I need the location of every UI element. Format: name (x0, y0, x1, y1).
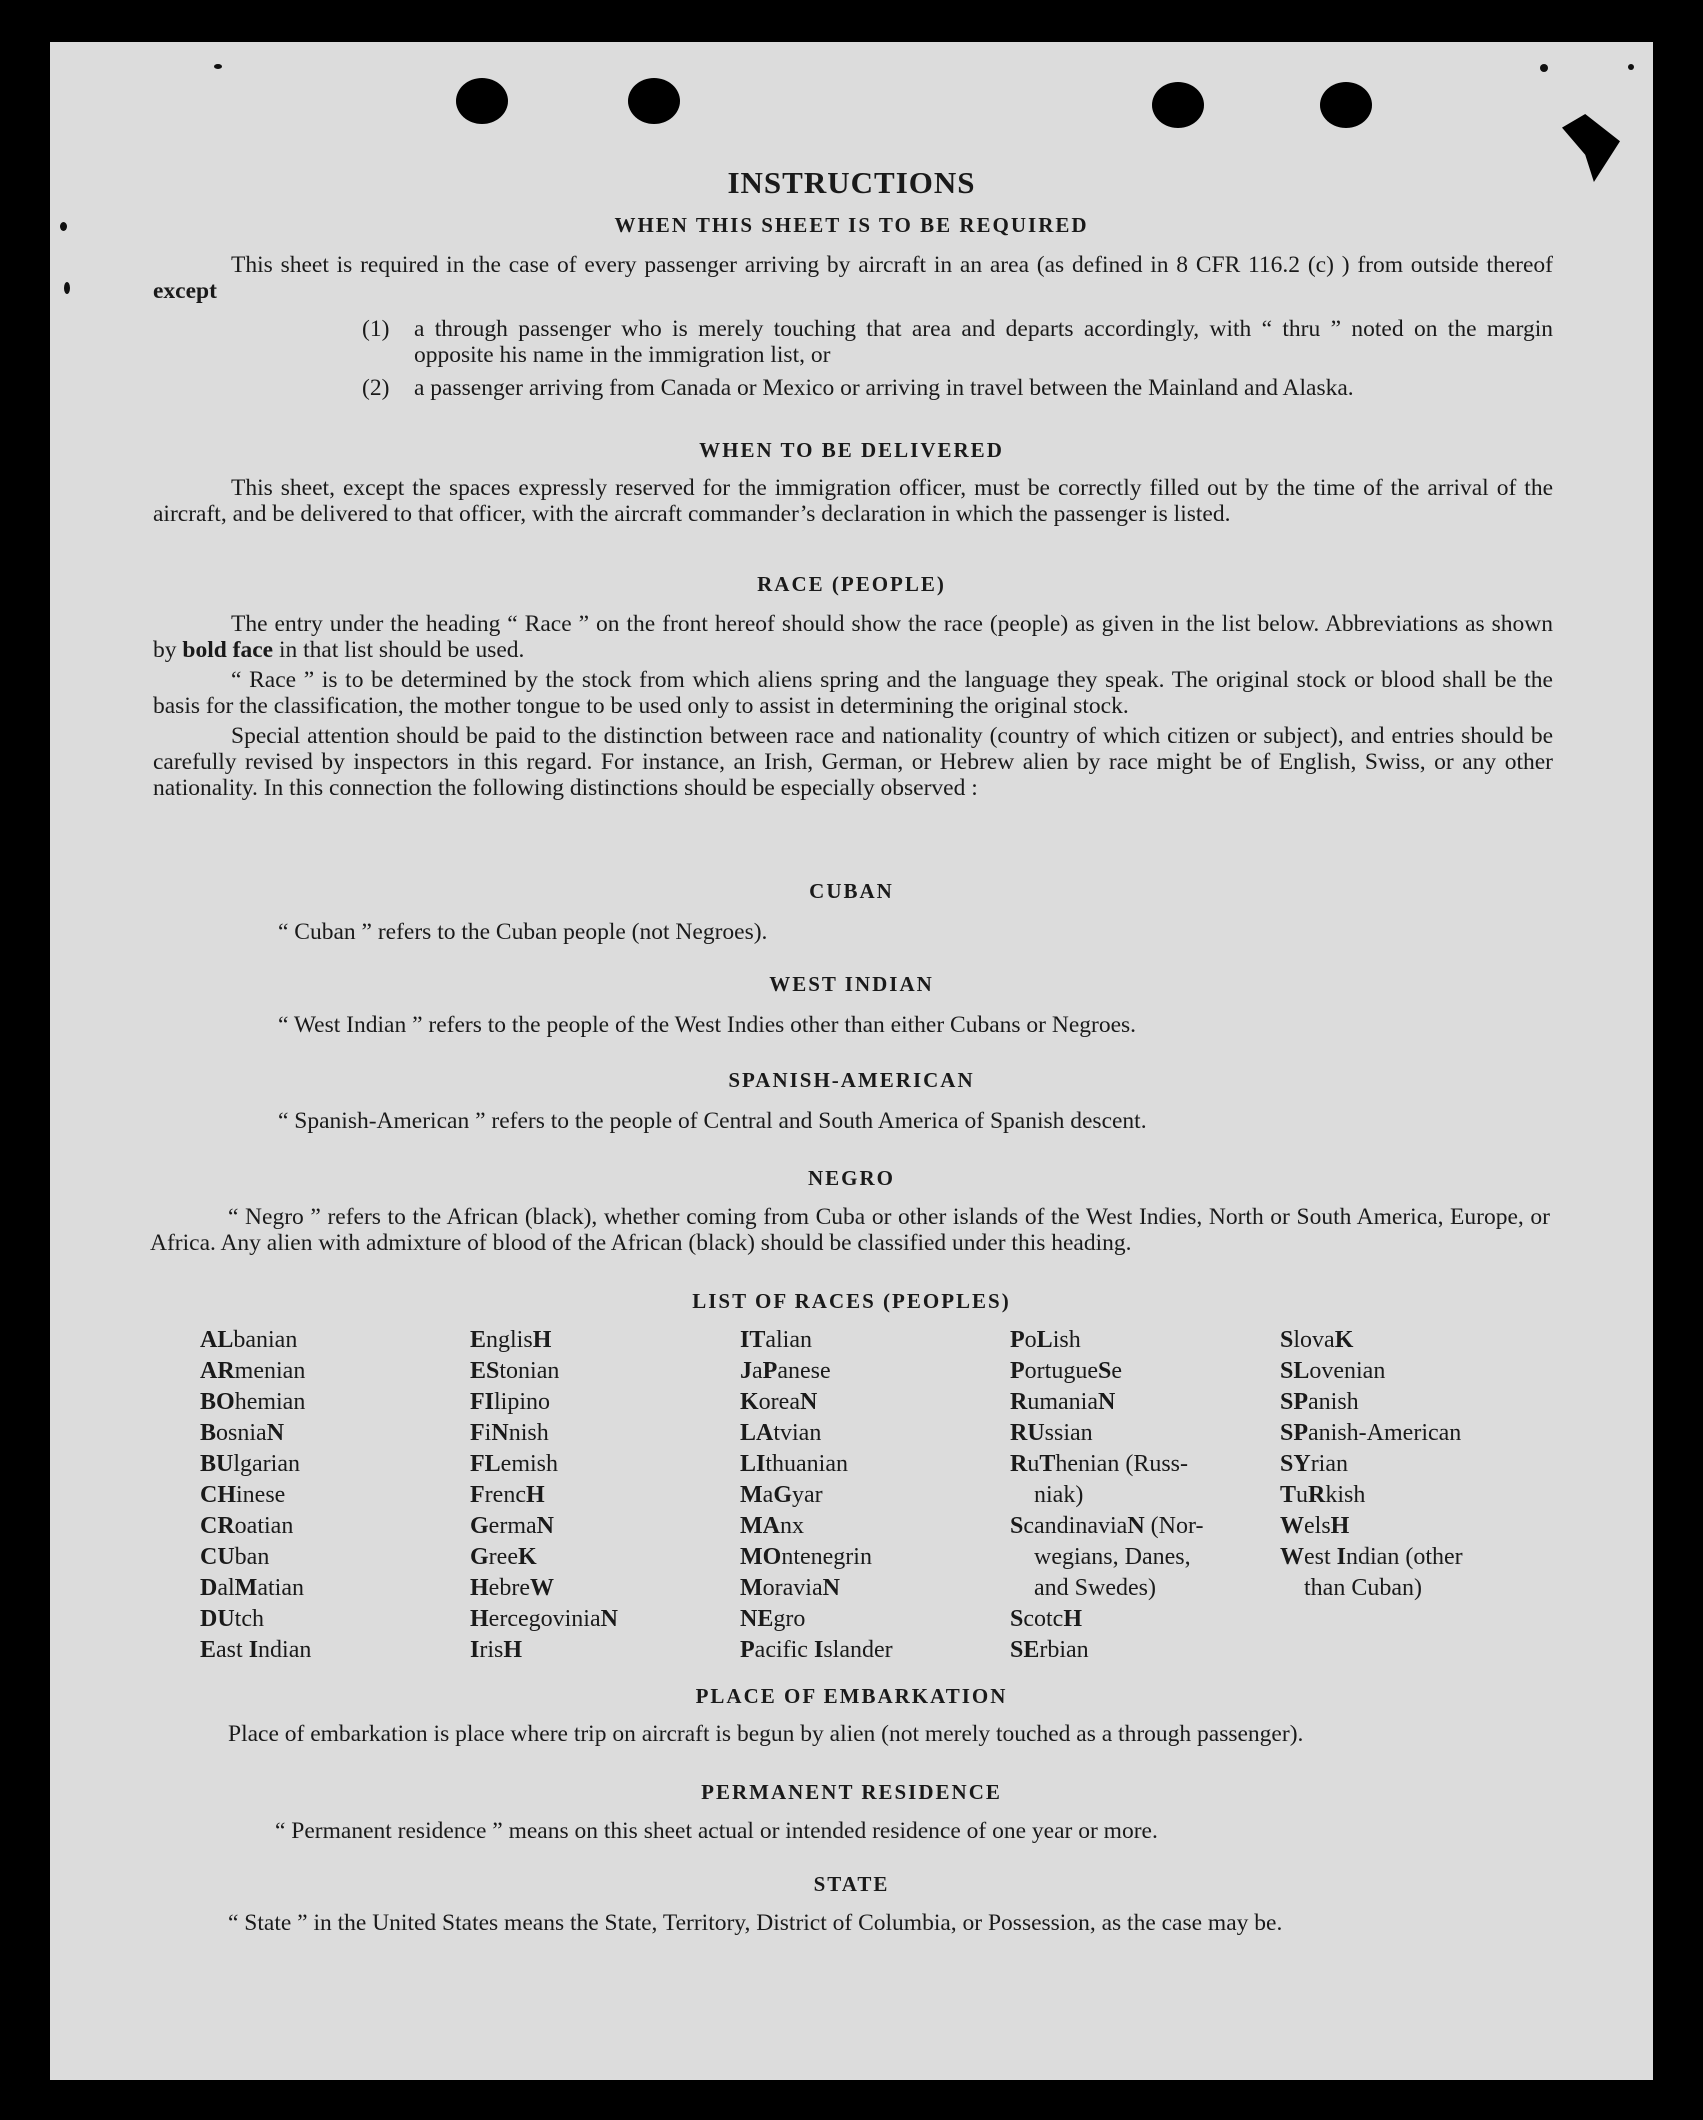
race-text: tonian (499, 1358, 560, 1384)
race-abbrev: F (470, 1420, 485, 1446)
race-entry (470, 1511, 740, 1542)
race-abbrev: S (1097, 1358, 1112, 1384)
race-entry (200, 1511, 470, 1542)
race-abbrev: N (1097, 1389, 1116, 1415)
race-entry (1010, 1511, 1280, 1542)
race-text: ntenegrin (781, 1544, 872, 1570)
race-entry (200, 1480, 470, 1511)
races-column (1280, 1325, 1550, 1666)
race-abbrev: W (529, 1575, 554, 1601)
race-entry (470, 1449, 740, 1480)
race-abbrev: NE (740, 1606, 774, 1632)
race-entry (740, 1480, 1010, 1511)
race-entry (1010, 1573, 1280, 1604)
race-abbrev: BO (200, 1389, 235, 1415)
race-entry (1010, 1356, 1280, 1387)
race-text (153, 611, 1553, 801)
heading-required: WHEN THIS SHEET IS TO BE REQUIRED (614, 213, 1089, 237)
race-abbrev: R (1010, 1389, 1028, 1415)
race-text: emish (500, 1451, 558, 1477)
race-abbrev: CR (200, 1513, 235, 1539)
required-item2: a passenger arriving from Canada or Mexico or arriving in travel between the Mainland and Alaska. (414, 375, 1354, 401)
race-text: candinavia (1023, 1513, 1128, 1539)
required-item1: a through passenger who is merely touching that area and departs accordingly, with “ thru ” noted on the margin opposite his name in the immigration list, or (414, 316, 1553, 368)
delivered-paragraph: This sheet, except the spaces expressly reserved for the immigration officer, must be correctly filled out by the time of the arrival of the aircraft, and be delivered to that officer, with the aircraft commander’s declaration in which the passenger is listed. (153, 475, 1553, 527)
race-text: acific (754, 1637, 814, 1663)
race-abbrev: W (1280, 1513, 1304, 1539)
race-entry (1280, 1542, 1550, 1573)
race-text: lova (1293, 1327, 1335, 1353)
race-text: nx (779, 1513, 804, 1539)
race-abbrev: H (470, 1575, 489, 1601)
race-entry (1280, 1325, 1550, 1356)
race-entry (740, 1449, 1010, 1480)
race-text: henian (Russ- (1055, 1451, 1189, 1477)
race-abbrev: IT (740, 1327, 766, 1353)
races-column (200, 1325, 470, 1666)
race-entry (740, 1542, 1010, 1573)
state-text (150, 1910, 1550, 1936)
race-abbrev: FL (470, 1451, 501, 1477)
race-entry (1280, 1387, 1550, 1418)
race-text: menian (234, 1358, 306, 1384)
race-text: niak) (1034, 1482, 1084, 1508)
heading-embarkation: PLACE OF EMBARKATION (695, 1684, 1008, 1708)
race-text: anese (777, 1358, 831, 1384)
race-text: ebre (488, 1575, 530, 1601)
race-text: slander (823, 1637, 893, 1663)
race-p1-text: The entry under the heading “ Race ” on the front hereof should show the race (people) as given in the list below. Abbreviations as shown by (153, 611, 1553, 663)
race-text: ortugue (1024, 1358, 1098, 1384)
delivered-text (153, 475, 1553, 527)
race-entry (1010, 1604, 1280, 1635)
heading-cuban: CUBAN (809, 879, 894, 903)
residence-text: “ Permanent residence ” means on this sheet actual or intended residence of one year or more. (275, 1818, 1158, 1844)
race-abbrev: N (1127, 1513, 1145, 1539)
race-abbrev: F (470, 1482, 485, 1508)
race-entry (740, 1356, 1010, 1387)
race-text: erma (488, 1513, 537, 1539)
race-text: tch (234, 1606, 264, 1632)
race-text: anish-American (1308, 1420, 1462, 1446)
race-entry (1010, 1387, 1280, 1418)
race-text: u (1296, 1482, 1309, 1508)
race-text: (Nor- (1144, 1513, 1204, 1539)
race-entry (740, 1604, 1010, 1635)
race-entry (200, 1635, 470, 1666)
race-abbrev: AR (200, 1358, 235, 1384)
race-abbrev: S (1280, 1327, 1294, 1353)
race-abbrev: E (470, 1327, 487, 1353)
race-text: than Cuban) (1304, 1575, 1422, 1601)
race-abbrev: RU (1010, 1420, 1045, 1446)
race-abbrev: CU (200, 1544, 235, 1570)
race-entry (1010, 1325, 1280, 1356)
race-text: rian (1310, 1451, 1348, 1477)
race-entry (1010, 1542, 1280, 1573)
race-entry (1280, 1418, 1550, 1449)
race-text: a (762, 1482, 774, 1508)
race-abbrev: P (762, 1358, 778, 1384)
race-text: thuanian (765, 1451, 848, 1477)
document-sheet (50, 42, 1653, 2080)
race-text: and Swedes) (1034, 1575, 1156, 1601)
race-entry (200, 1542, 470, 1573)
required-item1-num: (1) (362, 316, 390, 342)
race-entry (740, 1387, 1010, 1418)
race-text: ris (479, 1637, 504, 1663)
race-entry (740, 1325, 1010, 1356)
race-abbrev: N (822, 1575, 840, 1601)
race-abbrev: SY (1280, 1451, 1311, 1477)
race-text: ndian (other (1346, 1544, 1463, 1570)
race-abbrev: H (532, 1327, 552, 1353)
race-entry (200, 1449, 470, 1480)
race-abbrev: B (200, 1420, 217, 1446)
race-text: atian (257, 1575, 304, 1601)
race-abbrev: AL (200, 1327, 234, 1353)
race-text: a (752, 1358, 763, 1384)
race-text: al (217, 1575, 235, 1601)
race-abbrev: T (1280, 1482, 1297, 1508)
race-abbrev: DU (200, 1606, 235, 1632)
race-text: ercegovinia (488, 1606, 601, 1632)
race-text: rbian (1039, 1637, 1089, 1663)
required-item2-num: (2) (362, 375, 390, 401)
race-text: tvian (773, 1420, 822, 1446)
race-abbrev: L (1036, 1327, 1053, 1353)
race-abbrev: J (740, 1358, 752, 1384)
heading-negro: NEGRO (807, 1166, 895, 1190)
negro-paragraph: “ Negro ” refers to the African (black), whether coming from Cuba or other islands of the West Indies, North or South America, Europe, or Africa. Any alien with admixture of blood of the African (black) should be classified under this heading. (150, 1204, 1550, 1256)
race-abbrev: FI (470, 1389, 494, 1415)
race-abbrev: N (600, 1606, 618, 1632)
race-entry (740, 1511, 1010, 1542)
race-abbrev: MA (740, 1513, 780, 1539)
races-column (740, 1325, 1010, 1666)
race-entry (470, 1604, 740, 1635)
race-text: lgarian (233, 1451, 300, 1477)
race-abbrev: MO (740, 1544, 782, 1570)
race-text: umania (1027, 1389, 1098, 1415)
race-abbrev: D (200, 1575, 218, 1601)
race-text: e (1111, 1358, 1122, 1384)
heading-residence: PERMANENT RESIDENCE (701, 1780, 1002, 1804)
race-text: kish (1325, 1482, 1366, 1508)
embarkation-paragraph: Place of embarkation is place where trip on aircraft is begun by alien (not merely touched as a through passenger). (228, 1721, 1304, 1747)
race-abbrev: R (1308, 1482, 1326, 1508)
race-abbrev: N (536, 1513, 554, 1539)
race-abbrev: H (525, 1482, 545, 1508)
heading-state: STATE (813, 1872, 890, 1896)
spanish-american-text: “ Spanish-American ” refers to the people of Central and South America of Spanish descent. (278, 1108, 1147, 1134)
race-abbrev: N (799, 1389, 818, 1415)
race-abbrev: P (1010, 1358, 1025, 1384)
race-abbrev: M (234, 1575, 258, 1601)
race-entry (1280, 1449, 1550, 1480)
race-entry (740, 1573, 1010, 1604)
race-abbrev: N (266, 1420, 285, 1446)
races-list (200, 1325, 1550, 1666)
embarkation-text (150, 1721, 1550, 1747)
race-text: lipino (494, 1389, 551, 1415)
race-abbrev: I (470, 1637, 480, 1663)
race-text: gro (773, 1606, 806, 1632)
race-abbrev: H (503, 1637, 523, 1663)
race-abbrev: K (517, 1544, 537, 1570)
race-text: i (484, 1420, 492, 1446)
race-abbrev: I (1336, 1544, 1347, 1570)
race-text: els (1304, 1513, 1331, 1539)
race-entry (200, 1387, 470, 1418)
race-entry (470, 1480, 740, 1511)
race-text: u (1027, 1451, 1040, 1477)
heading-delivered: WHEN TO BE DELIVERED (699, 438, 1004, 462)
race-abbrev: LA (740, 1420, 774, 1446)
race-entry (470, 1387, 740, 1418)
race-text: ban (234, 1544, 270, 1570)
race-text: wegians, Danes, (1034, 1544, 1191, 1570)
race-text: ovenian (1309, 1358, 1386, 1384)
race-abbrev: LI (740, 1451, 766, 1477)
cuban-text: “ Cuban ” refers to the Cuban people (not Negroes). (278, 919, 768, 945)
page-title: INSTRUCTIONS (727, 165, 976, 200)
race-entry (1280, 1511, 1550, 1542)
race-p3: Special attention should be paid to the distinction between race and nationality (country of which citizen or subject), and entries should be carefully revised by inspectors in this regard. For instance, an Irish, German, or Hebrew alien by race might be of English, Swiss, or any other nationality. In this connection the following distinctions should be especially observed : (153, 723, 1553, 801)
race-entry (470, 1635, 740, 1666)
race-p1-suffix: in that list should be used. (278, 637, 525, 663)
race-abbrev: CH (200, 1482, 236, 1508)
race-entry (200, 1356, 470, 1387)
race-entry (470, 1418, 740, 1449)
race-text: ish (1052, 1327, 1081, 1353)
race-entry (1280, 1573, 1550, 1604)
race-entry (470, 1325, 740, 1356)
race-entry (200, 1418, 470, 1449)
races-column (1010, 1325, 1280, 1666)
required-intro-bold: except (153, 278, 217, 304)
race-abbrev: SL (1280, 1358, 1310, 1384)
race-entry (1010, 1480, 1280, 1511)
race-text: osnia (216, 1420, 267, 1446)
race-abbrev: T (1039, 1451, 1056, 1477)
race-entry (200, 1573, 470, 1604)
race-abbrev: S (1010, 1606, 1024, 1632)
race-text: renc (484, 1482, 526, 1508)
race-abbrev: G (470, 1544, 489, 1570)
race-text: nish (508, 1420, 549, 1446)
race-abbrev: K (740, 1389, 759, 1415)
race-entry (470, 1356, 740, 1387)
race-entry (1010, 1418, 1280, 1449)
race-text: oravia (762, 1575, 823, 1601)
race-entry (1010, 1635, 1280, 1666)
race-text: anish (1308, 1389, 1359, 1415)
heading-west-indian: WEST INDIAN (769, 972, 934, 996)
races-column (470, 1325, 740, 1666)
race-abbrev: G (470, 1513, 489, 1539)
race-entry (740, 1635, 1010, 1666)
negro-text (150, 1204, 1550, 1256)
race-text: cotc (1023, 1606, 1064, 1632)
race-entry (470, 1573, 740, 1604)
race-abbrev: M (740, 1482, 763, 1508)
race-p1-bold: bold face (182, 637, 274, 663)
race-text: ast (216, 1637, 249, 1663)
race-text: banian (233, 1327, 298, 1353)
race-abbrev: R (1010, 1451, 1028, 1477)
heading-race: RACE (PEOPLE) (757, 572, 946, 596)
race-abbrev: SE (1010, 1637, 1040, 1663)
race-abbrev: ES (470, 1358, 500, 1384)
race-text: oatian (234, 1513, 294, 1539)
race-abbrev: BU (200, 1451, 234, 1477)
required-intro (153, 252, 1553, 304)
race-entry (470, 1542, 740, 1573)
race-abbrev: H (470, 1606, 489, 1632)
race-abbrev: P (1010, 1327, 1025, 1353)
race-abbrev: G (773, 1482, 792, 1508)
race-p2: “ Race ” is to be determined by the stock from which aliens spring and the language they speak. The original stock or blood shall be the basis for the classification, the mother tongue to be used only to assist in determining the original stock. (153, 667, 1553, 719)
race-text: inese (236, 1482, 286, 1508)
race-entry (200, 1325, 470, 1356)
race-entry (1280, 1480, 1550, 1511)
race-abbrev: E (200, 1637, 217, 1663)
west-indian-text: “ West Indian ” refers to the people of the West Indies other than either Cubans or Negroes. (278, 1012, 1137, 1038)
required-intro-text: This sheet is required in the case of every passenger arriving by aircraft in an area (as defined in 8 CFR 116.2 (c) ) from outside thereof (231, 252, 1553, 278)
race-entry (200, 1604, 470, 1635)
race-abbrev: M (740, 1575, 763, 1601)
heading-spanish-american: SPANISH-AMERICAN (728, 1068, 975, 1092)
race-abbrev: S (1010, 1513, 1024, 1539)
race-abbrev: SP (1280, 1420, 1309, 1446)
race-entry (1010, 1449, 1280, 1480)
race-text: o (1024, 1327, 1037, 1353)
race-abbrev: I (248, 1637, 259, 1663)
race-abbrev: W (1280, 1544, 1304, 1570)
race-text: nglis (486, 1327, 533, 1353)
race-text: ssian (1044, 1420, 1093, 1446)
race-text: ree (488, 1544, 518, 1570)
state-paragraph: “ State ” in the United States means the State, Territory, District of Columbia, or Possession, as the case may be. (228, 1910, 1283, 1936)
race-abbrev: K (1334, 1327, 1354, 1353)
race-abbrev: H (1330, 1513, 1350, 1539)
race-abbrev: I (813, 1637, 824, 1663)
race-text: alian (765, 1327, 812, 1353)
race-entry (1280, 1356, 1550, 1387)
race-entry (740, 1418, 1010, 1449)
heading-list-of-races: LIST OF RACES (PEOPLES) (692, 1289, 1011, 1313)
race-abbrev: P (740, 1637, 755, 1663)
race-text: orea (758, 1389, 800, 1415)
race-abbrev: SP (1280, 1389, 1309, 1415)
race-text: yar (791, 1482, 823, 1508)
race-text: est (1304, 1544, 1337, 1570)
race-text: ndian (258, 1637, 312, 1663)
race-abbrev: N (491, 1420, 509, 1446)
race-abbrev: H (1063, 1606, 1083, 1632)
race-text: hemian (234, 1389, 306, 1415)
